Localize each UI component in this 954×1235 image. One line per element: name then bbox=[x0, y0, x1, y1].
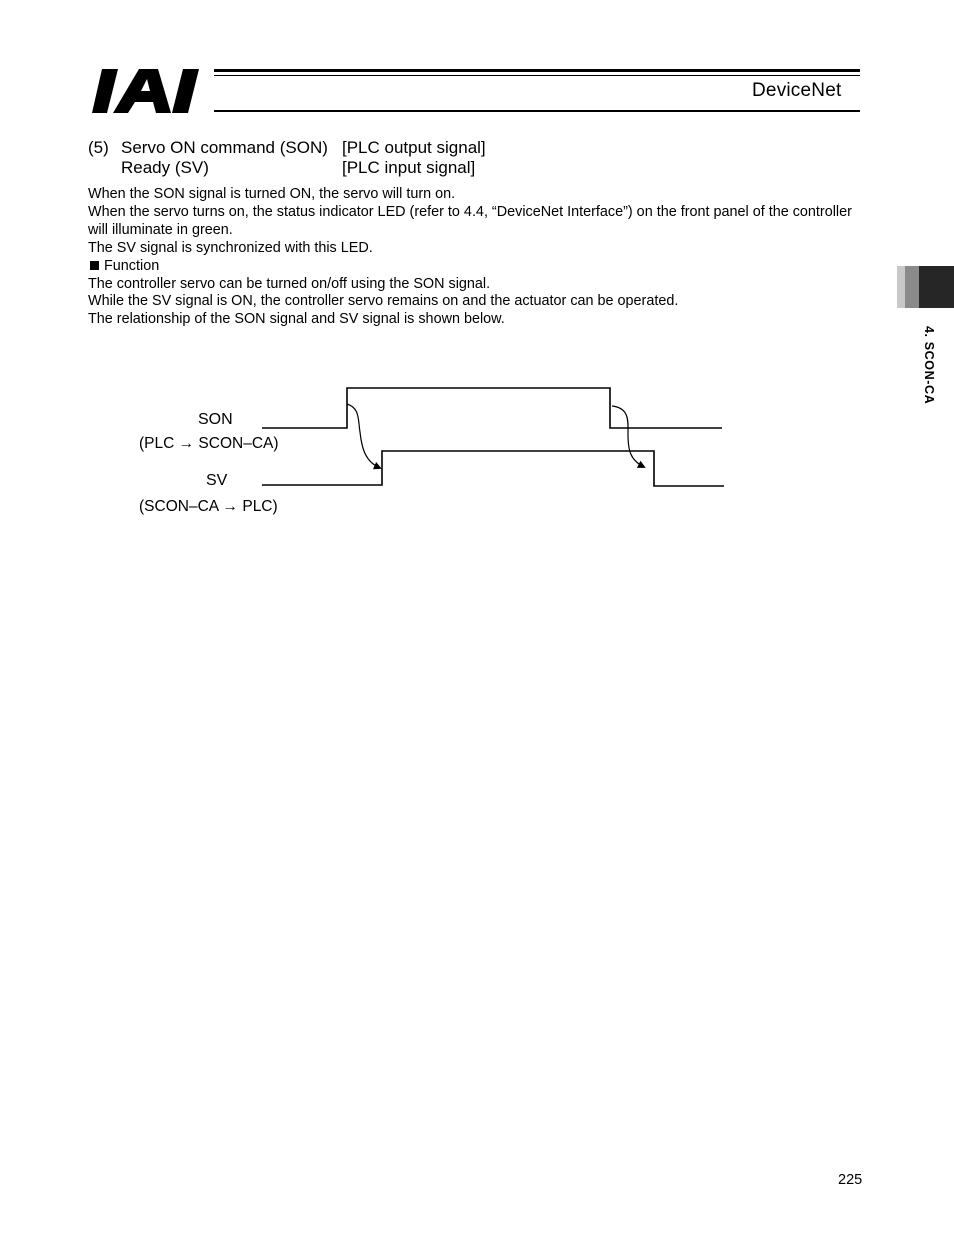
son-sv-timing-diagram bbox=[130, 380, 730, 520]
sv-direction-label: (SCON–CA → PLC) bbox=[139, 498, 278, 515]
body-line: The controller servo can be turned on/off using the SON signal. bbox=[88, 275, 491, 292]
son-label: SON bbox=[198, 411, 233, 428]
section-number: (5) bbox=[88, 138, 109, 157]
chapter-tab-marker bbox=[919, 266, 954, 308]
chapter-side-label: 4. SCON-CA bbox=[922, 326, 936, 405]
header-title: DeviceNet bbox=[752, 80, 842, 101]
chapter-tab-shade bbox=[905, 266, 919, 308]
header-rule-top bbox=[214, 69, 860, 72]
section-signal-son: Servo ON command (SON) bbox=[121, 138, 328, 157]
son-on-to-sv-arrow bbox=[347, 404, 380, 468]
iai-logo bbox=[92, 66, 212, 116]
square-bullet-icon bbox=[90, 261, 99, 270]
son-off-to-sv-arrow bbox=[612, 406, 644, 467]
section-signal-son-type: [PLC output signal] bbox=[342, 138, 486, 157]
chapter-tab-shade bbox=[897, 266, 905, 308]
sv-waveform bbox=[262, 451, 724, 486]
body-text bbox=[88, 186, 858, 329]
body-line: When the SON signal is turned ON, the servo will turn on. bbox=[88, 186, 456, 202]
header-rule-thin bbox=[214, 75, 860, 76]
son-direction-label: (PLC → SCON–CA) bbox=[139, 435, 279, 452]
body-line: The SV signal is synchronized with this LED. bbox=[88, 239, 373, 256]
section-signal-sv: Ready (SV) bbox=[121, 158, 209, 177]
sv-label: SV bbox=[206, 472, 228, 489]
body-line: While the SV signal is ON, the controller servo remains on and the actuator can be operated. bbox=[88, 293, 679, 310]
section-signal-sv-type: [PLC input signal] bbox=[342, 158, 476, 177]
body-line: The relationship of the SON signal and SV signal is shown below. bbox=[88, 311, 505, 328]
header-rule-bottom bbox=[214, 110, 860, 112]
function-heading bbox=[88, 258, 858, 276]
function-heading-label: Function bbox=[104, 257, 160, 274]
page-number: 225 bbox=[838, 1172, 863, 1188]
body-line: When the servo turns on, the status indicator LED (refer to 4.4, “DeviceNet Interface”) on the front panel of the controller will illuminate in green. bbox=[88, 203, 852, 238]
son-waveform bbox=[262, 388, 722, 428]
